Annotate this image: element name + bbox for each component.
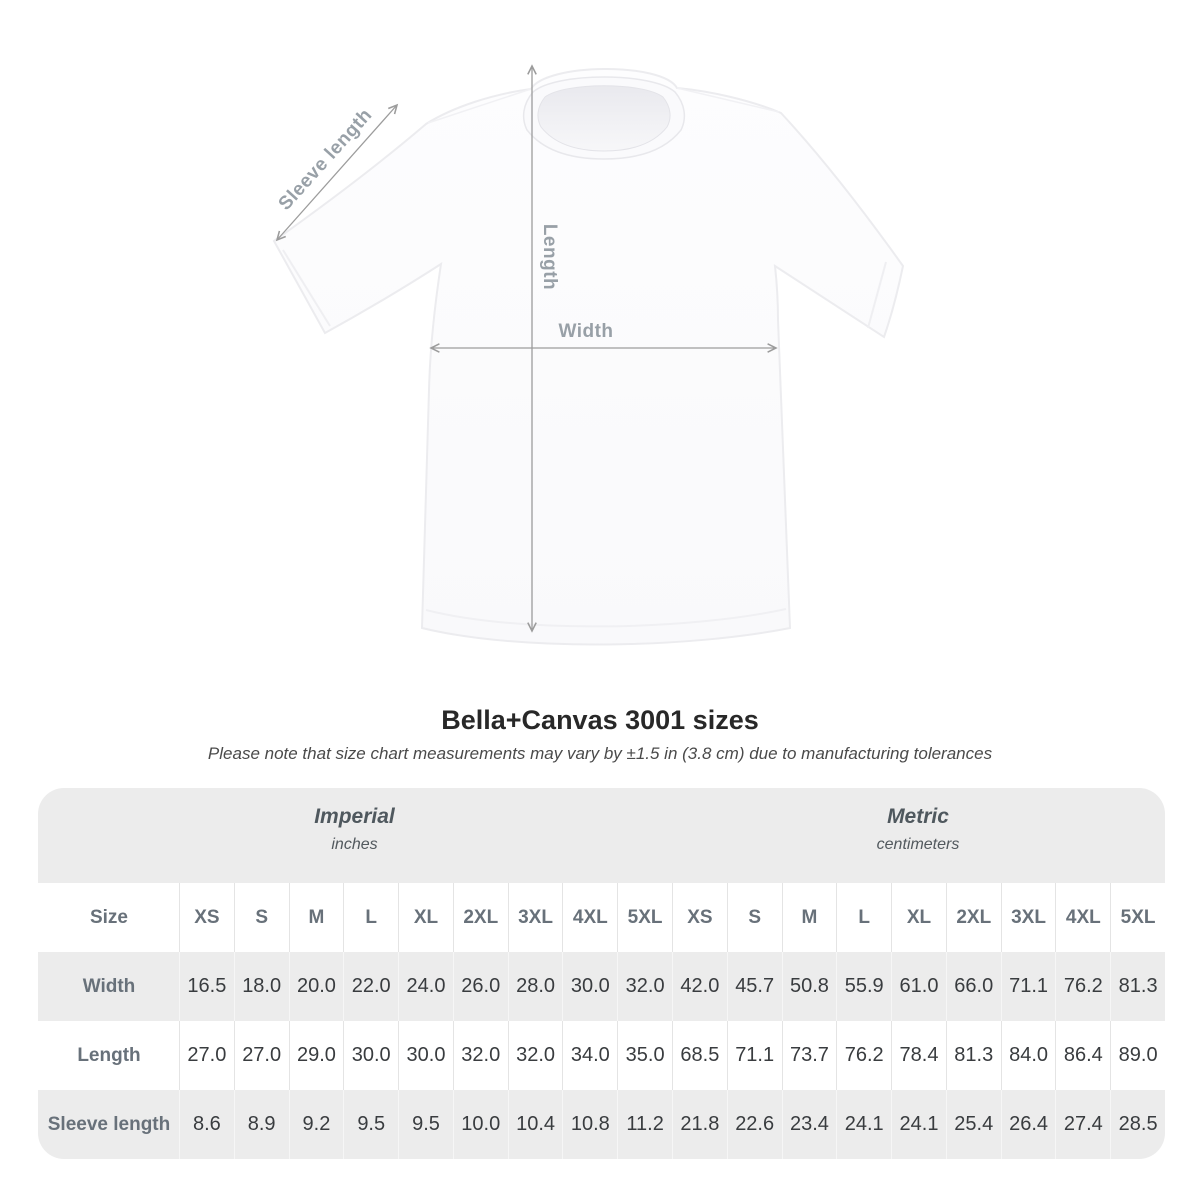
value-cell-imperial: 22.0 bbox=[343, 952, 398, 1021]
imperial-subtitle: inches bbox=[331, 836, 378, 853]
value-cell-metric: 45.7 bbox=[727, 952, 782, 1021]
value-cell-imperial: 11.2 bbox=[617, 1090, 672, 1159]
value-cell-metric: 76.2 bbox=[1055, 952, 1110, 1021]
value-cell-metric: 27.4 bbox=[1055, 1090, 1110, 1159]
size-col-header-metric: 4XL bbox=[1055, 883, 1110, 952]
value-cell-imperial: 35.0 bbox=[617, 1021, 672, 1090]
page-title: Bella+Canvas 3001 sizes bbox=[441, 705, 759, 735]
value-cell-metric: 23.4 bbox=[782, 1090, 837, 1159]
value-cell-imperial: 32.0 bbox=[453, 1021, 508, 1090]
size-col-header-metric: 2XL bbox=[946, 883, 1001, 952]
value-cell-imperial: 8.9 bbox=[234, 1090, 289, 1159]
value-cell-imperial: 9.5 bbox=[398, 1090, 453, 1159]
sleeve-length-label: Sleeve length bbox=[274, 104, 377, 215]
measurement-row bbox=[38, 1090, 1165, 1159]
value-cell-imperial: 30.0 bbox=[562, 952, 617, 1021]
value-cell-imperial: 9.2 bbox=[289, 1090, 344, 1159]
value-cell-imperial: 34.0 bbox=[562, 1021, 617, 1090]
value-cell-metric: 71.1 bbox=[727, 1021, 782, 1090]
size-col-header-imperial: L bbox=[343, 883, 398, 952]
size-col-header-imperial: 5XL bbox=[617, 883, 672, 952]
value-cell-metric: 42.0 bbox=[672, 952, 727, 1021]
value-cell-metric: 81.3 bbox=[1110, 952, 1165, 1021]
value-cell-imperial: 26.0 bbox=[453, 952, 508, 1021]
size-header-label: Size bbox=[89, 906, 129, 928]
size-table-grid bbox=[38, 883, 1165, 1159]
size-col-header-imperial: S bbox=[234, 883, 289, 952]
value-cell-metric: 24.1 bbox=[891, 1090, 946, 1159]
unit-group-metric bbox=[671, 788, 1165, 883]
value-cell-metric: 71.1 bbox=[1001, 952, 1056, 1021]
size-col-header-metric: S bbox=[727, 883, 782, 952]
value-cell-imperial: 29.0 bbox=[289, 1021, 344, 1090]
value-cell-metric: 81.3 bbox=[946, 1021, 1001, 1090]
tolerance-note: Please note that size chart measurements may vary by ±1.5 in (3.8 cm) due to manufacturing tolerances bbox=[207, 744, 993, 763]
size-col-header-imperial: XS bbox=[179, 883, 234, 952]
value-cell-metric: 84.0 bbox=[1001, 1021, 1056, 1090]
metric-title: Metric bbox=[887, 805, 949, 828]
value-cell-imperial: 10.0 bbox=[453, 1090, 508, 1159]
value-cell-imperial: 28.0 bbox=[508, 952, 563, 1021]
size-col-header-metric: 5XL bbox=[1110, 883, 1165, 952]
row-label: Width bbox=[82, 975, 136, 997]
unit-group-imperial bbox=[38, 788, 671, 883]
width-label: Width bbox=[558, 321, 614, 342]
size-col-header-imperial: 4XL bbox=[562, 883, 617, 952]
value-cell-metric: 68.5 bbox=[672, 1021, 727, 1090]
value-cell-imperial: 20.0 bbox=[289, 952, 344, 1021]
value-cell-imperial: 27.0 bbox=[179, 1021, 234, 1090]
tshirt-shape bbox=[274, 69, 903, 645]
size-col-header-metric: 3XL bbox=[1001, 883, 1056, 952]
value-cell-metric: 55.9 bbox=[836, 952, 891, 1021]
value-cell-imperial: 8.6 bbox=[179, 1090, 234, 1159]
size-col-header-metric: XS bbox=[672, 883, 727, 952]
value-cell-metric: 22.6 bbox=[727, 1090, 782, 1159]
value-cell-metric: 28.5 bbox=[1110, 1090, 1165, 1159]
size-table-card bbox=[38, 788, 1165, 1159]
length-label: Length bbox=[539, 223, 560, 291]
value-cell-imperial: 9.5 bbox=[343, 1090, 398, 1159]
value-cell-metric: 86.4 bbox=[1055, 1021, 1110, 1090]
size-col-header-metric: M bbox=[782, 883, 837, 952]
row-label: Length bbox=[77, 1044, 141, 1066]
value-cell-metric: 21.8 bbox=[672, 1090, 727, 1159]
value-cell-metric: 24.1 bbox=[836, 1090, 891, 1159]
size-col-header-imperial: 2XL bbox=[453, 883, 508, 952]
size-col-header-imperial: M bbox=[289, 883, 344, 952]
value-cell-imperial: 27.0 bbox=[234, 1021, 289, 1090]
value-cell-metric: 78.4 bbox=[891, 1021, 946, 1090]
size-col-header-imperial: 3XL bbox=[508, 883, 563, 952]
measurement-row bbox=[38, 952, 1165, 1021]
value-cell-imperial: 32.0 bbox=[617, 952, 672, 1021]
unit-system-header bbox=[38, 788, 1165, 883]
measurement-row bbox=[38, 1021, 1165, 1090]
size-col-header-metric: L bbox=[836, 883, 891, 952]
value-cell-imperial: 32.0 bbox=[508, 1021, 563, 1090]
value-cell-imperial: 10.4 bbox=[508, 1090, 563, 1159]
size-col-header-imperial: XL bbox=[398, 883, 453, 952]
value-cell-imperial: 24.0 bbox=[398, 952, 453, 1021]
row-label: Sleeve length bbox=[47, 1113, 171, 1135]
value-cell-metric: 61.0 bbox=[891, 952, 946, 1021]
metric-subtitle: centimeters bbox=[876, 836, 960, 853]
value-cell-metric: 25.4 bbox=[946, 1090, 1001, 1159]
value-cell-imperial: 18.0 bbox=[234, 952, 289, 1021]
imperial-title: Imperial bbox=[314, 805, 395, 828]
value-cell-metric: 76.2 bbox=[836, 1021, 891, 1090]
value-cell-imperial: 30.0 bbox=[343, 1021, 398, 1090]
size-col-header-metric: XL bbox=[891, 883, 946, 952]
value-cell-imperial: 10.8 bbox=[562, 1090, 617, 1159]
value-cell-imperial: 16.5 bbox=[179, 952, 234, 1021]
value-cell-metric: 26.4 bbox=[1001, 1090, 1056, 1159]
value-cell-metric: 66.0 bbox=[946, 952, 1001, 1021]
size-header-row bbox=[38, 883, 1165, 952]
value-cell-metric: 89.0 bbox=[1110, 1021, 1165, 1090]
value-cell-metric: 73.7 bbox=[782, 1021, 837, 1090]
value-cell-metric: 50.8 bbox=[782, 952, 837, 1021]
value-cell-imperial: 30.0 bbox=[398, 1021, 453, 1090]
